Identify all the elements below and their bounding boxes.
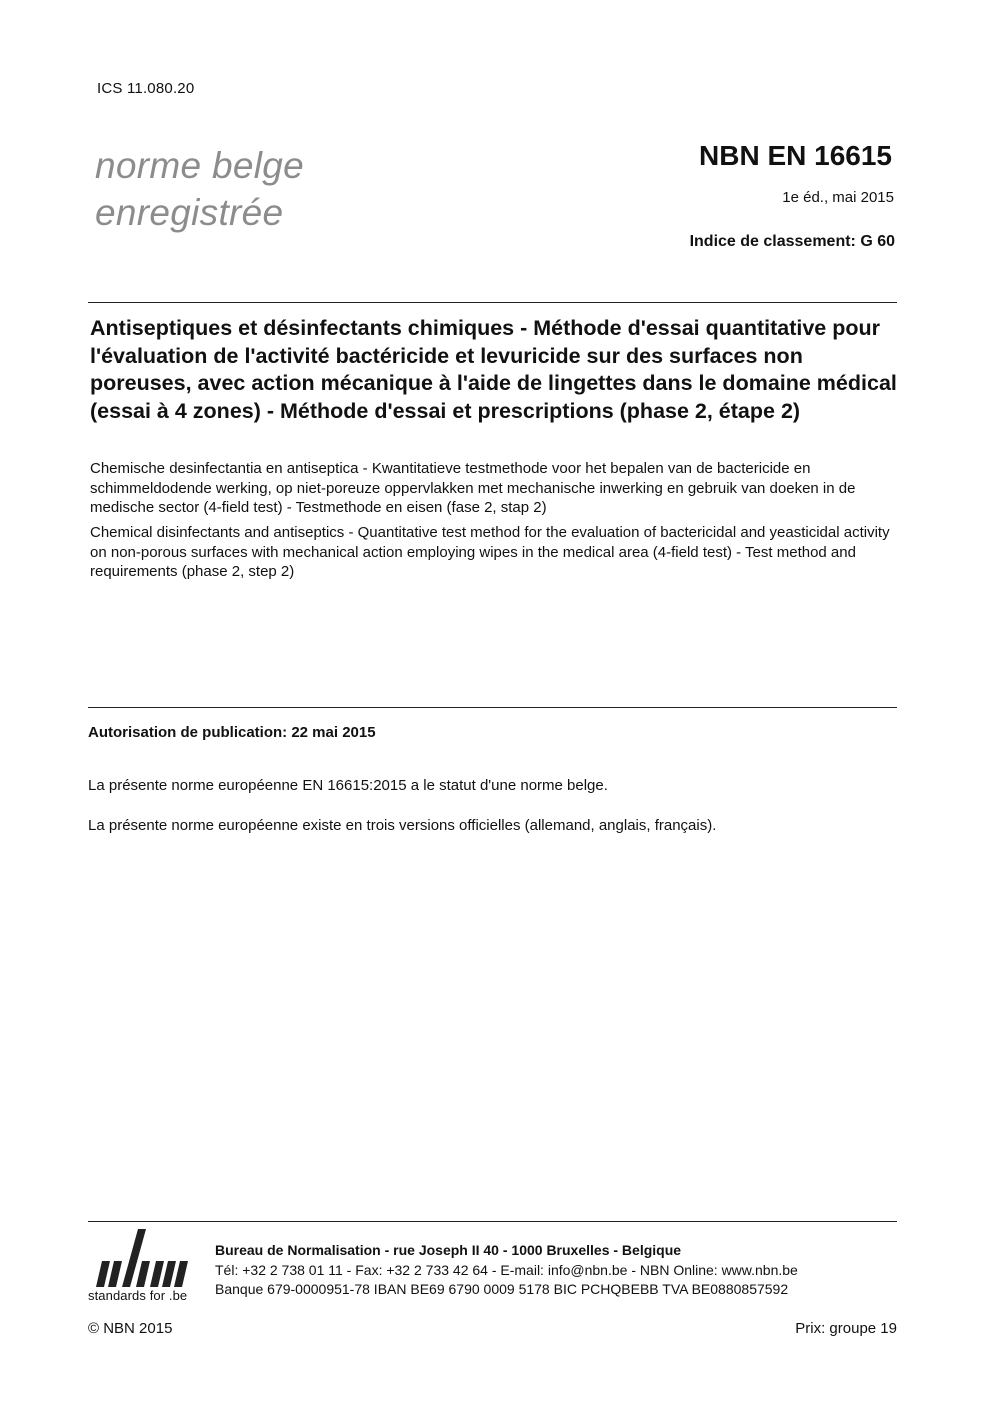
footer-contact-block — [215, 1241, 900, 1300]
price-group: Prix: groupe 19 — [795, 1320, 897, 1337]
contact-line: Tél: +32 2 738 01 11 - Fax: +32 2 733 42 64 - E-mail: info@nbn.be - NBN Online: www.nbn.be — [215, 1261, 798, 1278]
standard-number: NBN EN 16615 — [699, 140, 892, 171]
logo-tagline: standards for .be — [88, 1288, 188, 1303]
classification-index: Indice de classement: G 60 — [689, 233, 895, 250]
title-french: Antiseptiques et désinfectants chimiques - Méthode d'essai quantitative pour l'évaluation de l'activité bactéricide et levuricide sur des surfaces non poreuses, avec action mécanique à l'aide de lingettes dans le domaine médical (essai à 4 zones) - Méthode d'essai et prescriptions (phase 2, étape 2) — [90, 316, 897, 423]
title-dutch: Chemische desinfectantia en antiseptica - Kwantitatieve testmethode voor het bepalen van de bactericide en schimmeldodende werking, op niet-poreuze oppervlakken met mechanische inwerking en gebruik van doeken in de medische sector (4-field test) - Testmethode en eisen (fase 2, stap 2) — [90, 460, 856, 516]
status-paragraph: La présente norme européenne EN 16615:2015 a le statut d'une norme belge. — [88, 777, 608, 794]
organization-address: Bureau de Normalisation - rue Joseph II 40 - 1000 Bruxelles - Belgique — [215, 1242, 682, 1258]
divider-middle — [88, 707, 897, 708]
copyright: © NBN 2015 — [88, 1320, 173, 1337]
divider-top — [88, 302, 897, 303]
title-english: Chemical disinfectants and antiseptics - Quantitative test method for the evaluation of bactericidal and yeasticidal activity on non-porous surfaces with mechanical action employing wipes in the medical area (4-field test) - Test method and requirements (phase 2, step 2) — [90, 524, 890, 580]
versions-paragraph: La présente norme européenne existe en trois versions officielles (allemand, anglais, français). — [88, 817, 717, 834]
brand-line-1: norme belge — [95, 145, 304, 186]
brand-heading — [95, 142, 304, 236]
ics-code: ICS 11.080.20 — [97, 80, 195, 97]
divider-footer — [88, 1221, 897, 1222]
brand-line-2: enregistrée — [95, 192, 284, 233]
bank-line: Banque 679-0000951-78 IBAN BE69 6790 0009 5178 BIC PCHQBEBB TVA BE0880857592 — [215, 1281, 789, 1297]
publication-authorization: Autorisation de publication: 22 mai 2015 — [88, 724, 376, 741]
edition-date: 1e éd., mai 2015 — [782, 189, 894, 206]
